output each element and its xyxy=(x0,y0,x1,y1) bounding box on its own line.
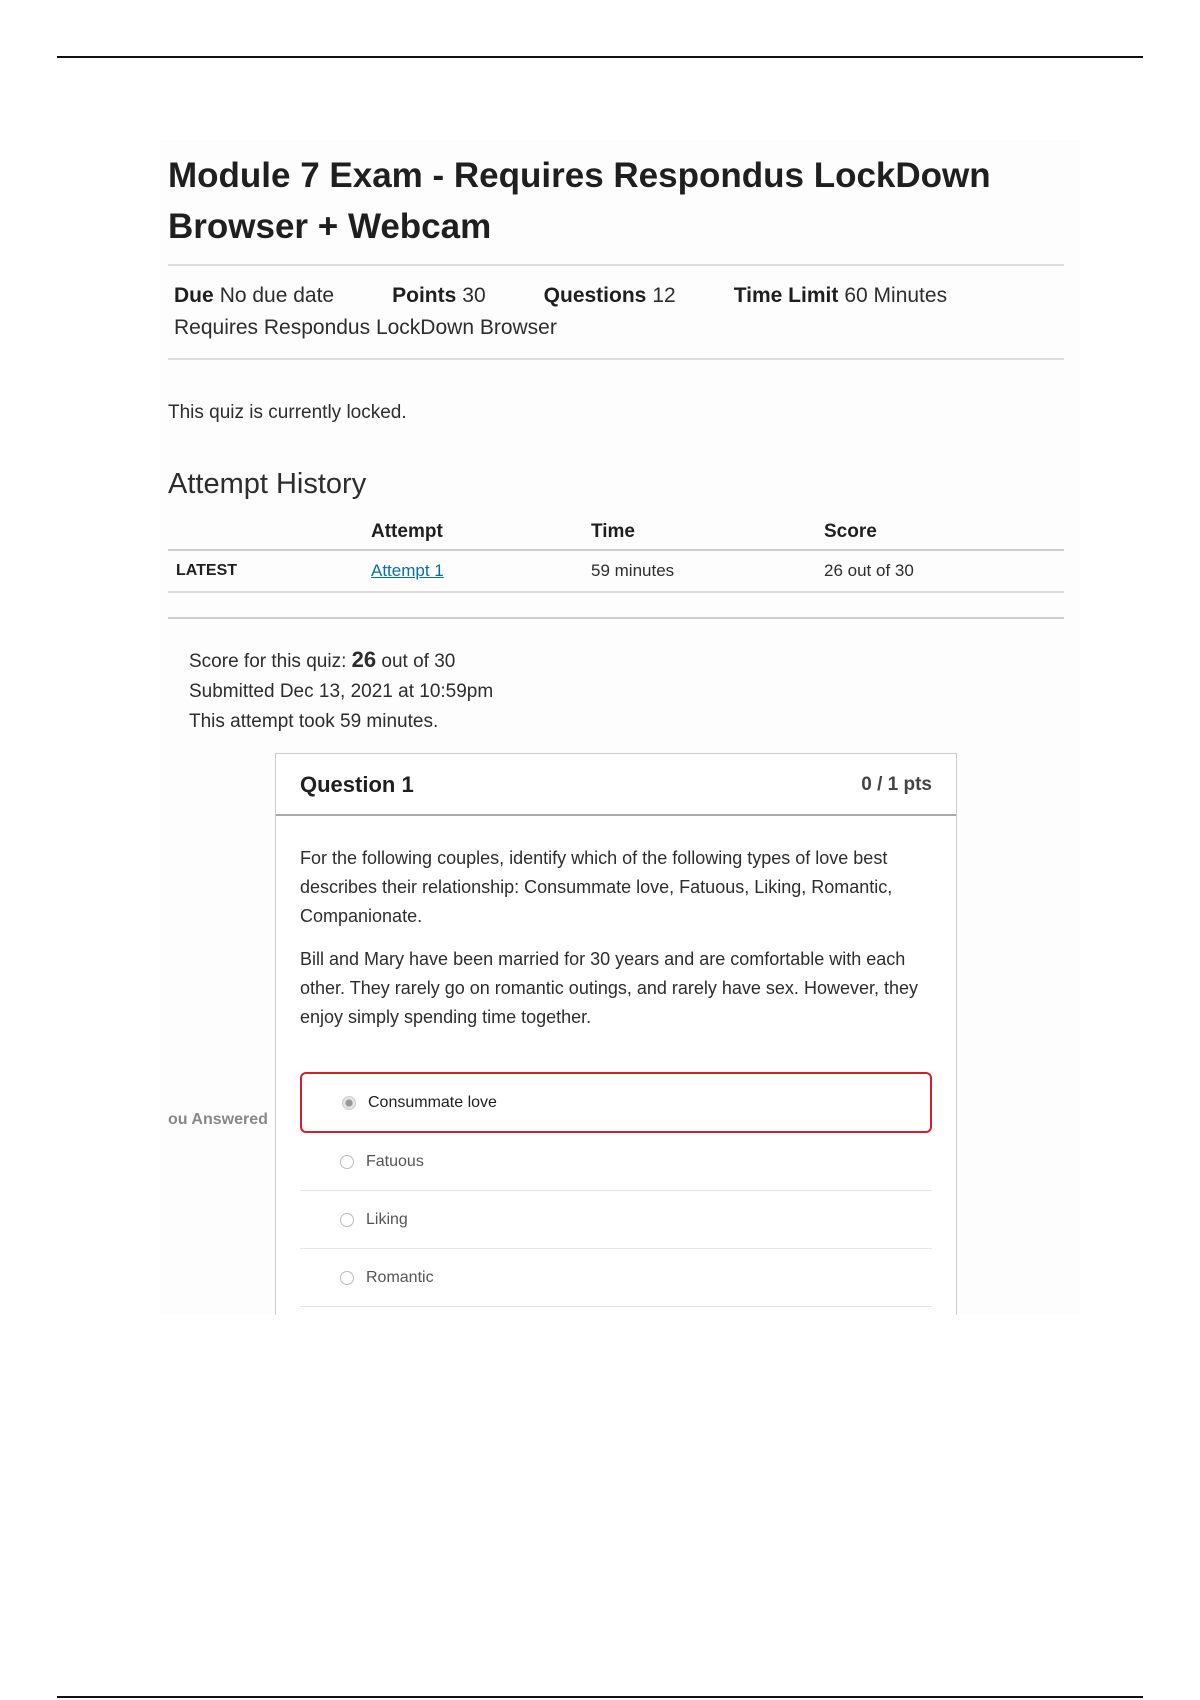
points-label: Points xyxy=(392,284,457,307)
question-card xyxy=(275,753,957,1315)
radio-empty-icon xyxy=(340,1271,354,1285)
quiz-meta-row xyxy=(174,280,1058,312)
question-points: 0 / 1 pts xyxy=(861,774,932,795)
due-meta xyxy=(174,280,334,312)
page-top-rule xyxy=(57,56,1143,58)
quiz-screenshot xyxy=(160,140,1080,1315)
answer-label: Liking xyxy=(366,1211,408,1228)
points-value: 30 xyxy=(462,284,486,307)
quiz-title: Module 7 Exam - Requires Respondus LockDown Browser + Webcam xyxy=(168,156,991,246)
attempt-summary xyxy=(189,645,1064,737)
questions-value: 12 xyxy=(652,284,676,307)
score-value: 26 xyxy=(351,647,377,672)
locked-message: This quiz is currently locked. xyxy=(168,402,407,423)
column-header-time: Time xyxy=(583,515,816,550)
questions-meta xyxy=(544,280,676,312)
score-suffix: out of 30 xyxy=(381,651,456,672)
column-header-score: Score xyxy=(816,515,1064,550)
attempt-history-table xyxy=(168,515,1064,593)
question-body xyxy=(276,816,956,1315)
score-prefix: Score for this quiz: xyxy=(189,651,347,672)
column-header-attempt: Attempt xyxy=(363,515,583,550)
answer-option-fatuous[interactable] xyxy=(300,1133,932,1191)
question-prompt-1: For the following couples, identify which of the following types of love best describes their relationship: Consummate love, Fatuous, Liking, Romantic, Companionate. xyxy=(300,848,893,926)
attempt-history-header-row xyxy=(168,515,1064,550)
points-meta xyxy=(392,280,486,312)
table-row xyxy=(168,550,1064,592)
radio-selected-icon xyxy=(342,1096,356,1110)
questions-label: Questions xyxy=(543,284,647,307)
time-limit-meta xyxy=(734,280,947,312)
time-cell: 59 minutes xyxy=(583,550,816,592)
attempt-cell xyxy=(363,550,583,592)
answer-label: Romantic xyxy=(366,1269,434,1286)
answer-label: Fatuous xyxy=(366,1153,424,1170)
radio-empty-icon xyxy=(340,1213,354,1227)
column-header-tag xyxy=(168,515,363,550)
answer-option-liking[interactable] xyxy=(300,1191,932,1249)
question-section xyxy=(168,753,1064,1315)
lockdown-requirement: Requires Respondus LockDown Browser xyxy=(174,316,557,339)
section-divider xyxy=(168,617,1064,619)
score-line xyxy=(189,645,1064,677)
attempt-1-link[interactable]: Attempt 1 xyxy=(371,561,444,580)
question-header xyxy=(276,754,956,816)
latest-tag: LATEST xyxy=(168,550,363,592)
time-limit-value: 60 Minutes xyxy=(844,284,948,307)
submitted-line: Submitted Dec 13, 2021 at 10:59pm xyxy=(189,681,494,702)
score-cell: 26 out of 30 xyxy=(816,550,1064,592)
attempt-history-heading: Attempt History xyxy=(168,468,367,500)
answer-list xyxy=(300,1072,932,1307)
radio-empty-icon xyxy=(340,1155,354,1169)
time-limit-label: Time Limit xyxy=(733,284,839,307)
question-title: Question 1 xyxy=(300,772,414,797)
quiz-meta xyxy=(168,264,1064,360)
answer-label: Consummate love xyxy=(368,1094,497,1111)
question-prompt-2: Bill and Mary have been married for 30 years and are comfortable with each other. They rarely go on romantic outings, and rarely have sex. However, they enjoy simply spending time together. xyxy=(300,949,918,1027)
answer-option-romantic[interactable] xyxy=(300,1249,932,1307)
you-answered-label: ou Answered xyxy=(168,1111,268,1128)
page-bottom-rule xyxy=(57,1696,1143,1698)
due-value: No due date xyxy=(219,284,335,307)
duration-line: This attempt took 59 minutes. xyxy=(189,711,439,732)
quiz-content xyxy=(168,140,1064,1315)
answer-option-consummate-love[interactable] xyxy=(300,1072,932,1133)
due-label: Due xyxy=(174,284,214,307)
